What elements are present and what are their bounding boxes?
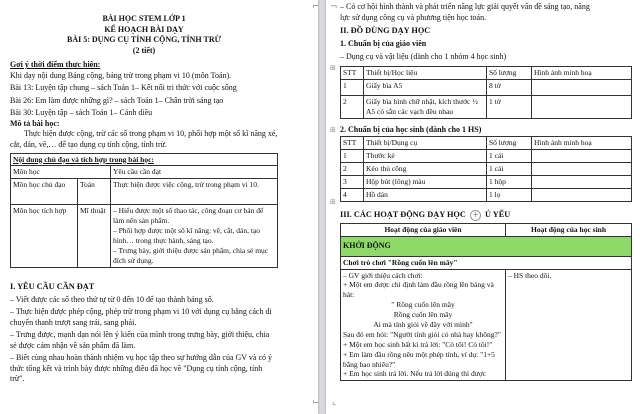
teacher-line: + Một em học sinh bất kì trả lời: "Có tôi! Có tôi!" bbox=[343, 339, 493, 349]
table-header: Hoạt động của học sinh bbox=[506, 223, 632, 236]
table-cell: 1 cái bbox=[487, 163, 532, 176]
subject-table-header: Yêu cầu cần đạt bbox=[111, 166, 278, 179]
table-cell: Giấy bìa hình chữ nhật, kích thước ½ A5 có sẵn các vạch đều nhau bbox=[364, 96, 487, 119]
table-header: Số lượng bbox=[487, 67, 532, 80]
warmup-row: KHỞI ĐỘNG bbox=[341, 236, 632, 256]
teacher-activity-cell bbox=[341, 269, 506, 381]
table-cell bbox=[532, 163, 632, 176]
table-cell: Kéo thủ công bbox=[364, 163, 487, 176]
subject-table-cell: Toán bbox=[78, 179, 111, 205]
doc-title-3: BÀI 5: DỤNG CỤ TÍNH CỘNG, TÍNH TRỪ bbox=[67, 35, 221, 45]
suggest-line: Bài 13: Luyện tập chung – sách Toán 1– Kết nối tri thức với cuộc sống bbox=[10, 83, 237, 93]
subject-table-caption: Nội dung chủ đạo và tích hợp trong bài học: bbox=[11, 153, 278, 166]
requirement-line: – Biết cùng nhau hoàn thành nhiệm vụ học tập theo sự hướng dẫn của GV và có ý thức tổng kết và trình bày được những điều đã học về "Dụng cụ tính cộng, tính trừ". bbox=[10, 353, 273, 384]
table-cell: 8 tờ bbox=[487, 80, 532, 96]
activities-table bbox=[340, 223, 632, 382]
document-page-left bbox=[0, 0, 318, 414]
teacher-prep-heading: 1. Chuẩn bị của giáo viên bbox=[340, 39, 427, 49]
teacher-line: + Em học sinh trả lời. Nếu trả lời đúng thì được bbox=[343, 369, 487, 379]
student-materials-table bbox=[340, 136, 632, 201]
table-cell: 1 lọ bbox=[487, 188, 532, 201]
table-cell bbox=[532, 176, 632, 189]
desc-text: Thực hiện được cộng, trừ các số trong phạm vi 10, phối hợp một số kĩ năng xé, cắt, dán, vẽ,… để tạo dụng cụ tính cộng, tính trừ. bbox=[10, 129, 278, 150]
left-margin-marker: ⌐ bbox=[312, 2, 320, 12]
suggest-heading: Gợi ý thời điểm thực hiện: bbox=[10, 60, 101, 70]
table-header: Hình ảnh minh hoạ bbox=[532, 137, 632, 150]
table-cell bbox=[532, 80, 632, 96]
desc-heading: Mô tả bài học: bbox=[10, 118, 60, 128]
section-3-heading bbox=[340, 210, 632, 221]
game-title: Chơi trò chơi "Rồng cuốn lên mây" bbox=[341, 256, 632, 269]
table-header: Thiết bị/Học liệu bbox=[364, 67, 487, 80]
table-cell: Hồ dán bbox=[364, 188, 487, 201]
teacher-line: – GV giới thiệu cách chơi: bbox=[343, 270, 423, 280]
right-margin-marker: ⌞ bbox=[332, 397, 337, 407]
left-margin-marker: ⌙ bbox=[312, 397, 320, 407]
subject-table-header: Môn học bbox=[11, 166, 111, 179]
table-header: Thiết bị/Dụng cụ bbox=[364, 137, 487, 150]
table-cell: 4 bbox=[341, 188, 364, 201]
teacher-line: Sau đó em hỏi: "Người tính giỏi có nhà hay không?" bbox=[343, 329, 501, 339]
table-cell bbox=[532, 188, 632, 201]
suggest-line: Bài 26: Em làm được những gì? – sách Toán 1– Chân trời sáng tạo bbox=[10, 95, 224, 105]
table-cell: 1 bbox=[341, 80, 364, 96]
table-cell: Thước kẻ bbox=[364, 150, 487, 163]
requirement-line: – Thực hiện được phép cộng, phép trừ trong phạm vi 10 với dụng cụ bằng cách di chuyển thanh trượt sang trái, sang phải. bbox=[10, 307, 272, 327]
table-cell: 1 cái bbox=[487, 150, 532, 163]
subject-table-cell: Môn học chủ đạo bbox=[11, 179, 78, 205]
requirement-line: – Viết được các số theo thứ tự từ 0 đến 10 để tạo thành bảng số. bbox=[10, 294, 214, 304]
document-page-right bbox=[326, 0, 640, 414]
requirement-line: – Trưng được, mạnh dạn nói lên ý kiến của mình trong trưng bày, giới thiệu, chia sẻ được cảm nhận về sản phẩm đã làm. bbox=[10, 330, 270, 350]
section-2-heading: II. ĐỒ DÙNG DẠY HỌC bbox=[340, 26, 431, 36]
teacher-materials-table bbox=[340, 66, 632, 119]
table-cell: 1 bbox=[341, 150, 364, 163]
table-cell bbox=[532, 96, 632, 119]
table-move-handle-icon[interactable]: ⊞ bbox=[330, 198, 336, 206]
student-prep-heading: 2. Chuẩn bị của học sinh (dành cho 1 HS) bbox=[340, 124, 482, 134]
section-3-heading-part: Ủ YẾU bbox=[485, 209, 511, 219]
right-margin-marker: ¬ bbox=[330, 2, 338, 12]
table-header: STT bbox=[341, 67, 364, 80]
table-cell: Hộp bút (lông) màu bbox=[364, 176, 487, 189]
teacher-prep-note: – Dụng cụ và vật liệu (dành cho 1 nhóm 4 học sinh) bbox=[340, 51, 507, 61]
add-content-icon[interactable]: + bbox=[470, 210, 481, 221]
table-header: Hình ảnh minh hoạ bbox=[532, 67, 632, 80]
subject-table-cell: – Hiểu được một số thao tác, công đoạn cơ bản để làm nên sản phẩm. – Phối hợp được một số kĩ năng: vẽ, cắt, dán, tạo hình… trong thực hành, sáng tạo. – Trưng bày, giới thiệu được sản phẩm, chia sẻ mục đích sử dụng. bbox=[111, 205, 278, 267]
section-3-heading-part: III. CÁC HOẠT ĐỘNG DẠY HỌC bbox=[340, 209, 466, 219]
table-cell: 3 bbox=[341, 176, 364, 189]
table-cell bbox=[532, 150, 632, 163]
subject-table-cell: Thực hiện được việc cộng, trừ trong phạm vi 10. bbox=[111, 179, 278, 205]
teacher-line: Ai mà tính giỏi về đây với mình" bbox=[373, 320, 473, 330]
subject-table bbox=[10, 153, 278, 268]
intro-line: – Có cơ hội hình thành và phát triển năng lực giải quyết vấn đề sáng tạo, năng bbox=[340, 2, 590, 11]
teacher-line: + Em làm đầu rồng nêu một phép tính, ví dụ: "1+5 bằng bao nhiêu?" bbox=[343, 349, 495, 369]
subject-table-cell: Mĩ thuật bbox=[78, 205, 111, 267]
table-header: Số lượng bbox=[487, 137, 532, 150]
table-cell: 2 bbox=[341, 96, 364, 119]
intro-line: lực sử dụng công cụ và phương tiện học toán. bbox=[340, 12, 487, 22]
table-cell: Giấy bìa A5 bbox=[364, 80, 487, 96]
table-cell: 1 hộp bbox=[487, 176, 532, 189]
doc-title-1: BÀI HỌC STEM LỚP 1 bbox=[102, 14, 186, 23]
table-move-handle-icon[interactable]: ⊞ bbox=[330, 64, 336, 72]
table-cell: 2 bbox=[341, 163, 364, 176]
table-header: STT bbox=[341, 137, 364, 150]
doc-title-2: KẾ HOẠCH BÀI DẠY bbox=[104, 24, 184, 34]
table-move-handle-icon[interactable]: ⊞ bbox=[330, 126, 336, 134]
doc-title-4: (2 tiết) bbox=[132, 45, 156, 55]
teacher-line: " Rồng cuốn lên mây bbox=[391, 300, 455, 310]
table-cell: 1 tờ bbox=[487, 96, 532, 119]
student-activity-cell: – HS theo dõi. bbox=[506, 269, 632, 381]
subject-table-cell: Môn học tích hợp bbox=[11, 205, 78, 267]
requirements-heading: I. YÊU CẦU CẦN ĐẠT bbox=[10, 281, 95, 291]
teacher-line: + Một em được chỉ định làm đầu rồng lên bảng và hát: bbox=[343, 280, 494, 300]
table-header: Hoạt động của giáo viên bbox=[341, 223, 506, 236]
suggest-line: Bài 30: Luyện tập – sách Toán 1– Cánh diều bbox=[10, 108, 153, 118]
suggest-line: Khi dạy nội dung Bảng cộng, bảng trừ trong phạm vi 10 (môn Toán). bbox=[10, 70, 232, 80]
teacher-line: Rồng cuốn lên mây bbox=[393, 310, 453, 320]
